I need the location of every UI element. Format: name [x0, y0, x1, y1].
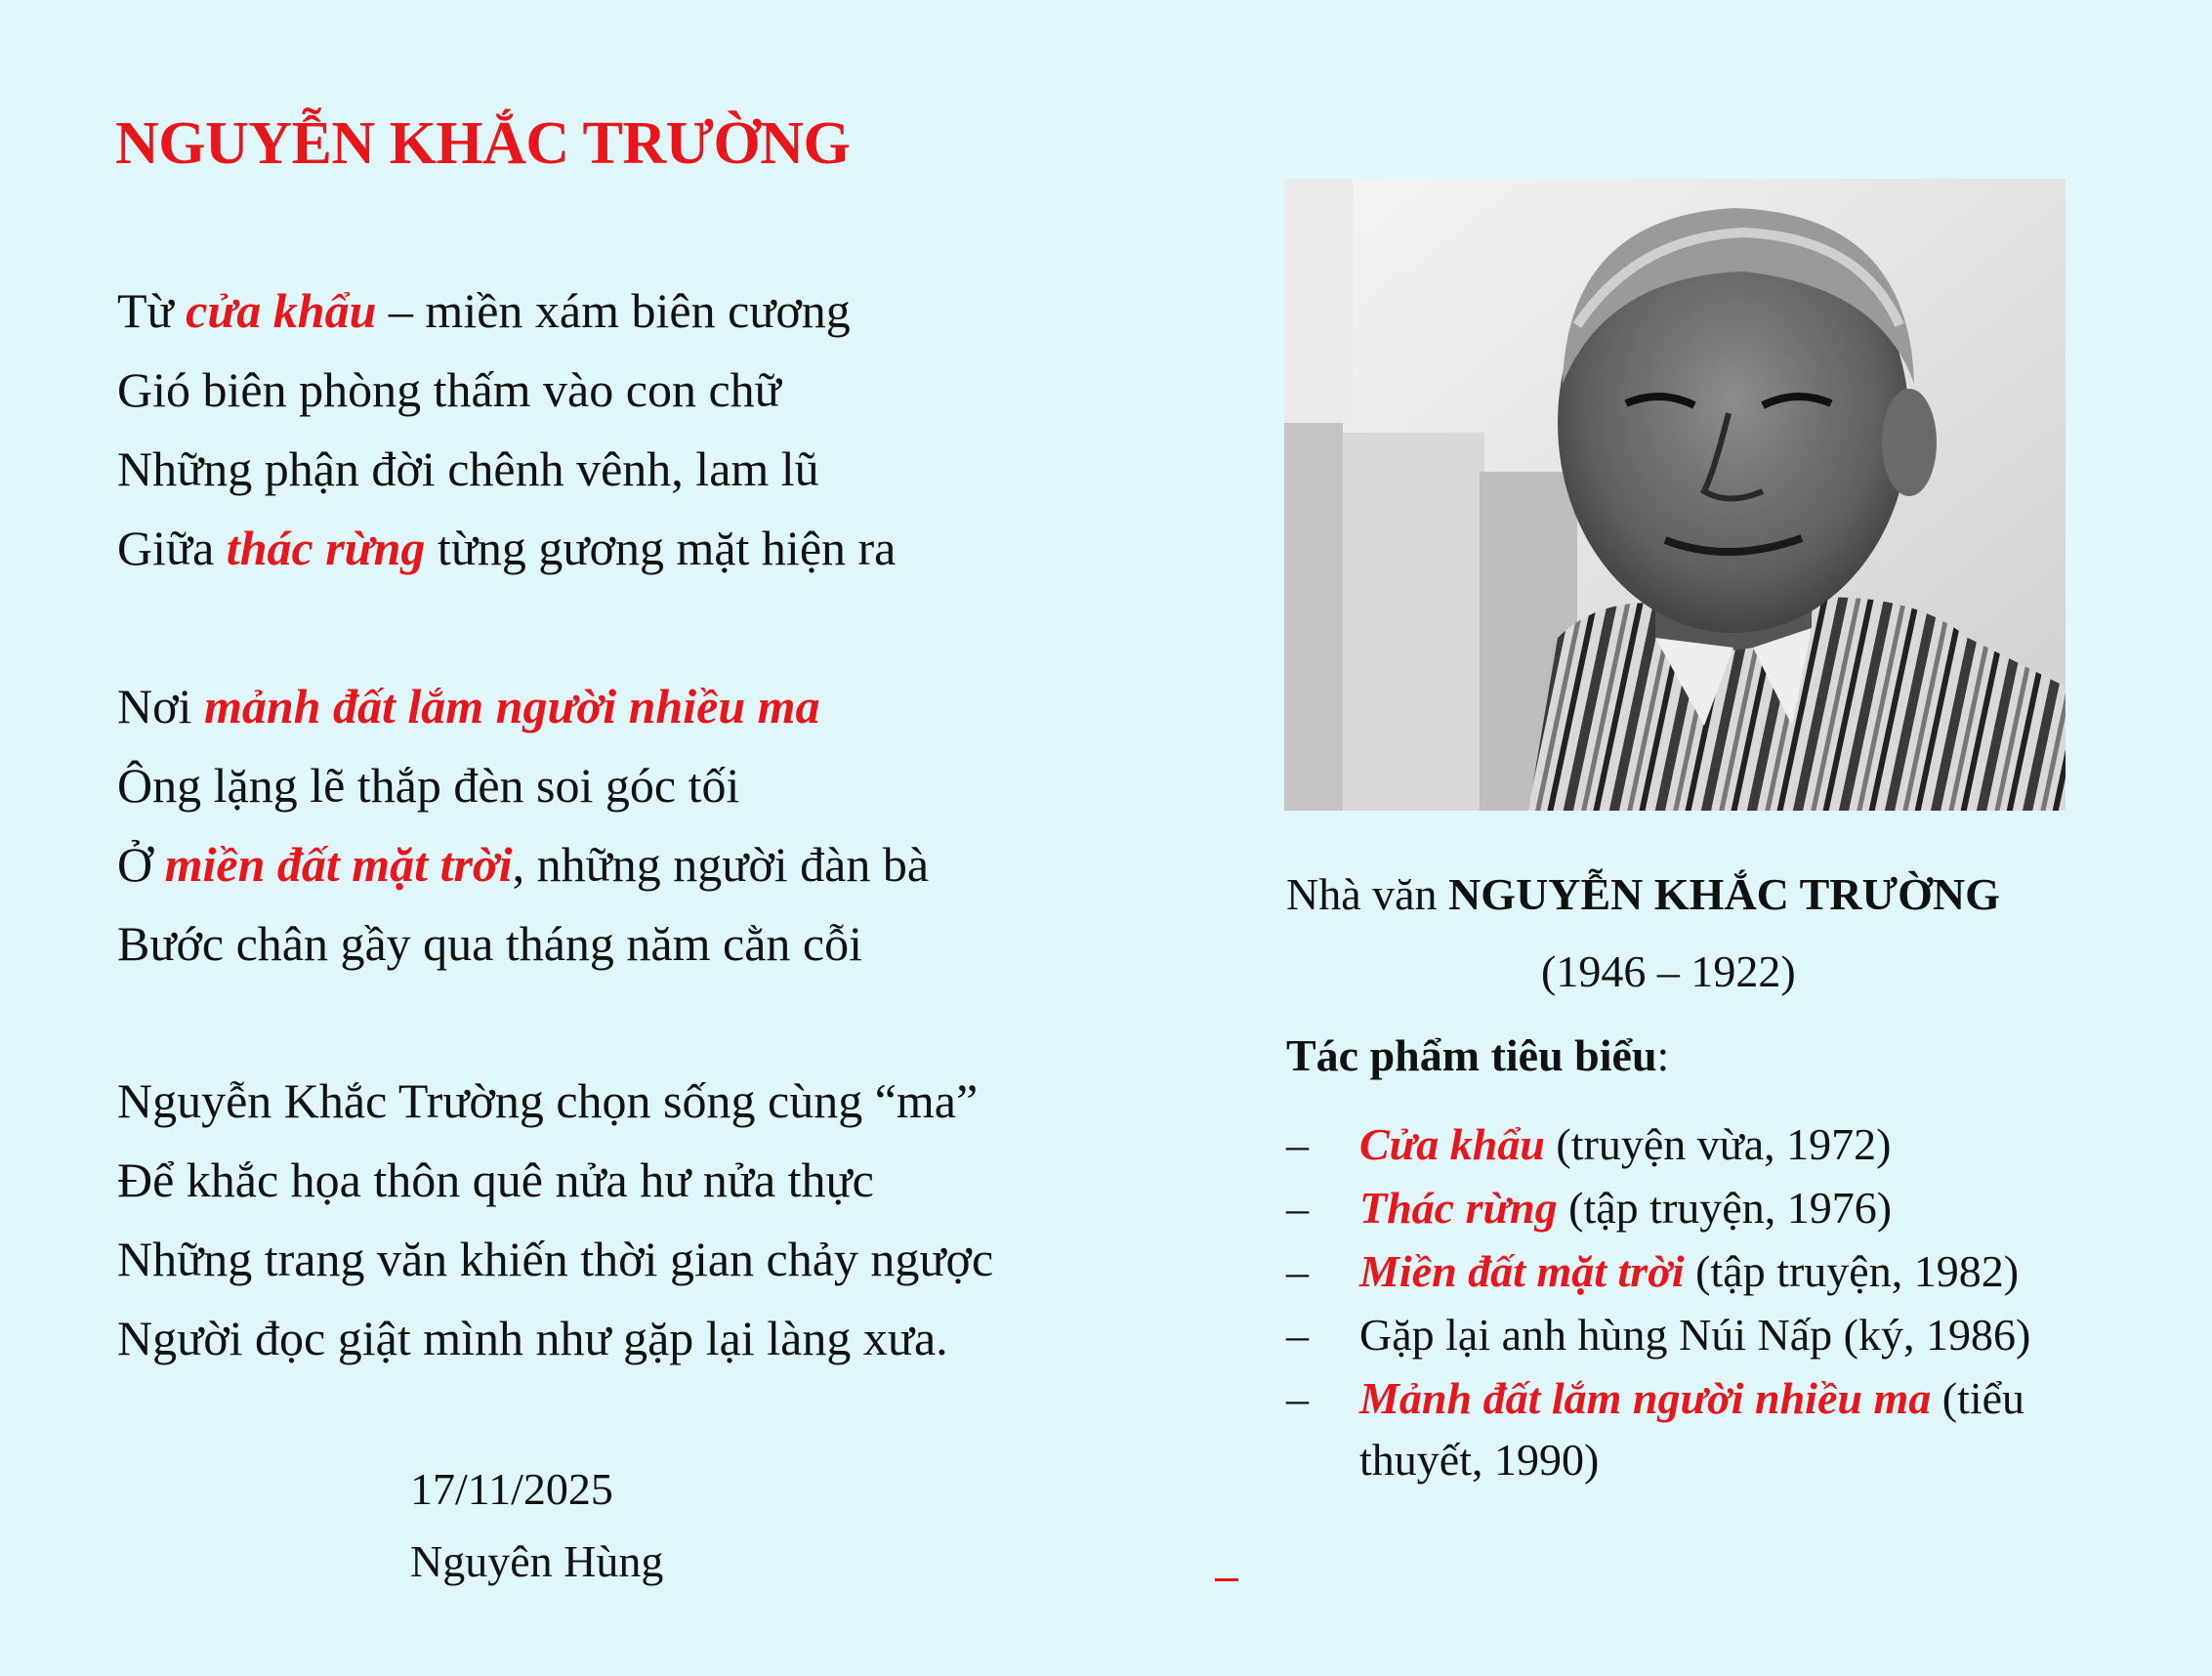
- work-title: Thác rừng: [1359, 1183, 1558, 1233]
- work-item: – Miền đất mặt trời (tập truyện, 1982): [1286, 1246, 2020, 1296]
- poem-line: Những phận đời chênh vênh, lam lũ: [117, 441, 819, 496]
- author-name: NGUYỄN KHẮC TRƯỜNG: [1448, 869, 2000, 919]
- poem-line: Người đọc giật mình như gặp lại làng xưa.: [117, 1311, 948, 1365]
- poem-line: Gió biên phòng thấm vào con chữ: [117, 362, 781, 417]
- work-title: Mảnh đất lắm người nhiều ma: [1359, 1373, 1932, 1423]
- poem-line: Để khắc họa thôn quê nửa hư nửa thực: [117, 1152, 874, 1207]
- highlight-text: miền đất mặt trời: [164, 837, 513, 892]
- work-item-continuation: thuyết, 1990): [1359, 1435, 1600, 1485]
- poem-line: Những trang văn khiến thời gian chảy ngược: [117, 1232, 994, 1286]
- highlight-text: cửa khẩu: [186, 283, 377, 338]
- highlight-text: mảnh đất lắm người nhiều ma: [203, 679, 820, 733]
- signature-date: 17/11/2025: [410, 1464, 613, 1514]
- portrait-caption: Nhà văn NGUYỄN KHẮC TRƯỜNG: [1286, 869, 2000, 919]
- poem-line: Nguyễn Khắc Trường chọn sống cùng “ma”: [117, 1073, 979, 1128]
- work-item: – Gặp lại anh hùng Núi Nấp (ký, 1986): [1286, 1310, 2031, 1360]
- work-title: Miền đất mặt trời: [1359, 1246, 1685, 1296]
- author-years: (1946 – 1922): [1541, 946, 1796, 996]
- highlight-text: thác rừng: [226, 521, 426, 575]
- work-item: – Thác rừng (tập truyện, 1976): [1286, 1183, 1893, 1233]
- poem-line: Ở miền đất mặt trời, những người đàn bà: [117, 837, 930, 892]
- poem-line: Giữa thác rừng từng gương mặt hiện ra: [117, 521, 897, 575]
- poem-line: Ông lặng lẽ thắp đèn soi góc tối: [117, 758, 740, 813]
- work-title: Cửa khẩu: [1359, 1119, 1545, 1169]
- poem-line: Bước chân gầy qua tháng năm cằn cỗi: [117, 916, 862, 971]
- page-title: NGUYỄN KHẮC TRƯỜNG: [115, 110, 851, 177]
- author-portrait: [1284, 179, 2066, 811]
- signature-author: Nguyên Hùng: [410, 1536, 664, 1586]
- work-item: – Mảnh đất lắm người nhiều ma (tiểu: [1286, 1373, 2025, 1423]
- works-heading: Tác phẩm tiêu biểu:: [1286, 1030, 1670, 1080]
- poem-line: Từ cửa khẩu – miền xám biên cương: [117, 283, 851, 338]
- work-item: – Cửa khẩu (truyện vừa, 1972): [1286, 1119, 1892, 1169]
- poem-line: Nơi mảnh đất lắm người nhiều ma: [117, 679, 820, 733]
- portrait-illustration: [1284, 179, 2066, 811]
- decorative-underscore: [1215, 1578, 1238, 1581]
